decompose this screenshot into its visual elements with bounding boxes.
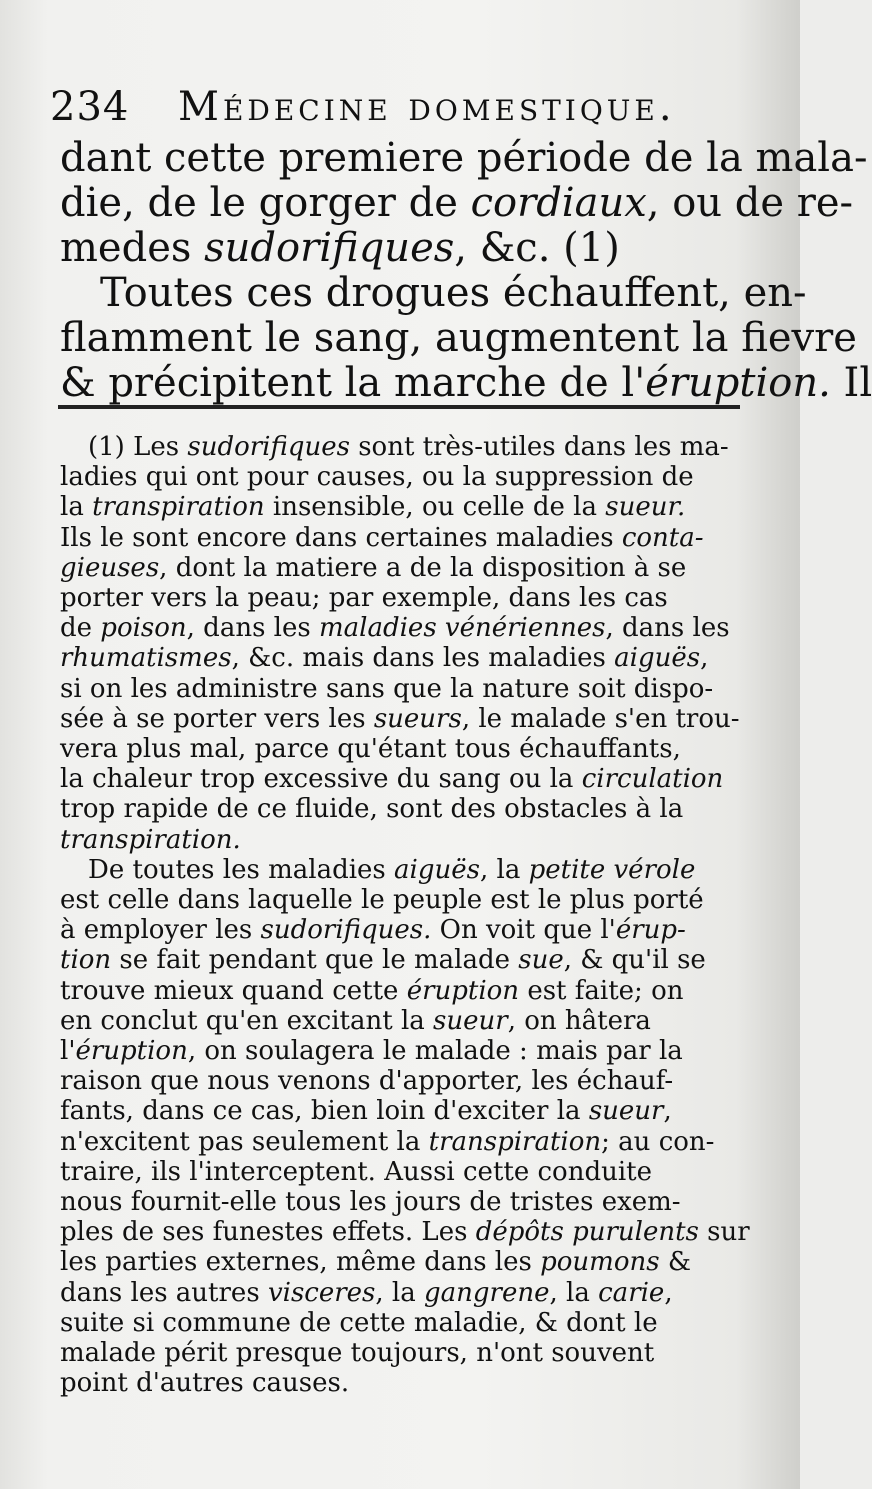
text-line — [60, 643, 736, 673]
text-run: , — [700, 643, 709, 674]
text-run: ; au con- — [601, 1126, 715, 1157]
text-run: Toutes ces drogues échauffent, en- — [100, 270, 807, 316]
italic-text-run: maladies vénériennes — [319, 613, 606, 644]
text-run: est faite; on — [519, 975, 684, 1006]
text-run: , dont la matiere a de la disposition à se — [159, 552, 687, 583]
text-line — [60, 583, 736, 613]
text-line — [60, 794, 736, 824]
text-line — [60, 703, 740, 734]
page-number: 234 — [50, 84, 130, 130]
text-run: de — [60, 613, 101, 644]
text-line — [60, 855, 736, 885]
text-run: De toutes les maladies — [88, 854, 395, 885]
text-line — [60, 1217, 750, 1248]
text-run: l' — [60, 1036, 76, 1067]
italic-text-run: éruption — [406, 975, 520, 1006]
italic-text-run: conta- — [621, 522, 704, 553]
text-run: dant cette premiere période de la mala- — [60, 135, 868, 181]
text-run: ladies qui ont pour causes, ou la suppression de — [60, 462, 694, 493]
text-run: la chaleur trop excessive du sang ou la — [60, 764, 582, 795]
main-text — [60, 135, 872, 406]
text-run: , & qu'il se — [563, 945, 706, 976]
text-line — [60, 1006, 736, 1036]
italic-text-run: sudorifiques — [187, 432, 350, 462]
text-run: , la — [479, 854, 529, 885]
text-line — [60, 1066, 736, 1096]
text-run: die, de le gorger de — [60, 180, 471, 226]
italic-text-run: sudorifiques. — [260, 915, 432, 946]
italic-text-run: transpiration — [428, 1126, 602, 1157]
text-line — [60, 270, 807, 316]
text-line — [60, 1338, 736, 1368]
italic-text-run: cordiaux — [470, 180, 647, 226]
text-run: On voit que l' — [431, 915, 616, 946]
italic-text-run: carie — [598, 1277, 665, 1308]
text-run: fants, dans ce cas, bien loin d'exciter la — [60, 1096, 589, 1127]
italic-text-run: petite vérole — [528, 854, 696, 885]
text-run: , ou de re- — [646, 180, 854, 226]
text-line — [60, 1278, 736, 1308]
italic-text-run: gieuses — [60, 552, 160, 583]
italic-text-run: rhumatismes — [60, 643, 232, 674]
italic-text-run: aiguës — [614, 643, 701, 674]
text-run: insensible, ou celle de la — [264, 492, 606, 523]
text-line — [60, 1127, 736, 1157]
text-run: , — [664, 1277, 673, 1308]
italic-text-run: éruption. — [645, 360, 831, 406]
text-line — [60, 825, 736, 855]
text-run: se fait pendant que le malade — [111, 945, 519, 976]
text-line — [60, 432, 736, 462]
text-line — [60, 523, 736, 553]
italic-text-run: éruption — [75, 1036, 188, 1067]
italic-text-run: sue — [518, 945, 564, 976]
text-run: nous fournit-elle tous les jours de tristes exem- — [60, 1187, 681, 1218]
text-run: , on soulagera le malade : mais par la — [187, 1036, 683, 1067]
text-run: à employer les — [60, 915, 261, 946]
text-line — [60, 1187, 736, 1217]
italic-text-run: dépôts purulents — [475, 1217, 699, 1248]
text-run: medes — [60, 225, 205, 271]
text-run: , la — [549, 1277, 599, 1308]
italic-text-run: sudorifiques — [204, 225, 455, 271]
text-line — [60, 553, 736, 583]
italic-text-run: sueur — [588, 1096, 664, 1127]
text-run: , &c. (1) — [454, 225, 620, 271]
text-run: malade périt presque toujours, n'ont souvent — [60, 1338, 655, 1369]
italic-text-run: sueur — [433, 1005, 508, 1036]
text-run: Ils le sont encore dans certaines maladies — [60, 522, 622, 553]
text-line — [60, 462, 736, 492]
text-line — [60, 1368, 736, 1398]
text-run: flamment le sang, augmentent la fievre — [60, 315, 857, 361]
footnote — [60, 432, 750, 1399]
text-line — [60, 135, 868, 181]
text-run: n'excitent pas seulement la — [60, 1126, 429, 1157]
text-line — [60, 492, 736, 522]
text-line — [60, 1157, 736, 1187]
text-line — [60, 180, 854, 226]
italic-text-run: gangrene — [424, 1277, 550, 1308]
text-run: raison que nous venons d'apporter, les échauf- — [60, 1066, 674, 1097]
italic-text-run: visceres — [267, 1277, 376, 1308]
text-run: & — [659, 1247, 691, 1278]
italic-text-run: transpiration — [92, 492, 265, 523]
text-line — [60, 764, 736, 794]
italic-text-run: sueurs — [373, 703, 462, 734]
text-line — [60, 976, 736, 1006]
text-run: dans les autres — [60, 1277, 268, 1308]
text-run: point d'autres causes. — [60, 1368, 350, 1399]
text-run: , la — [375, 1277, 425, 1308]
italic-text-run: érup- — [615, 915, 686, 946]
text-line — [60, 360, 872, 406]
text-run: la — [60, 492, 93, 523]
text-run: , &c. mais dans les maladies — [231, 643, 615, 674]
text-run: ples de ses funestes effets. Les — [60, 1217, 476, 1248]
text-line — [60, 1247, 736, 1277]
page-header — [50, 84, 750, 136]
text-run: , dans les — [605, 613, 730, 644]
text-line — [60, 1036, 736, 1066]
text-line — [60, 1308, 736, 1338]
italic-text-run: circulation — [581, 764, 724, 795]
text-run: les parties externes, même dans les — [60, 1247, 541, 1278]
text-line — [60, 674, 736, 704]
text-run: trop rapide de ce fluide, sont des obstacles à la — [60, 794, 684, 825]
text-run: (1) Les — [88, 432, 188, 462]
running-title: Médecine domestique. — [178, 84, 676, 130]
text-line — [60, 915, 736, 945]
italic-text-run: poumons — [540, 1247, 660, 1278]
text-line — [60, 885, 736, 915]
text-run: suite si commune de cette maladie, & dont le — [60, 1307, 658, 1338]
italic-text-run: sueur. — [605, 492, 686, 523]
text-line — [60, 734, 736, 764]
text-run: sur — [698, 1217, 750, 1248]
text-run: porter vers la peau; par exemple, dans les cas — [60, 583, 668, 614]
text-run: trouve mieux quand cette — [60, 975, 407, 1006]
italic-text-run: transpiration. — [60, 824, 241, 855]
text-run: sont très-utiles dans les ma- — [349, 432, 729, 462]
text-run: vera plus mal, parce qu'étant tous échauffants, — [60, 734, 681, 765]
footnote-rule — [58, 405, 740, 409]
text-line — [60, 613, 736, 643]
text-run: si on les administre sans que la nature soit dispo- — [60, 673, 714, 704]
text-run: , — [663, 1096, 672, 1127]
text-run: & précipitent la marche de l' — [60, 360, 646, 406]
text-run: , on hâtera — [507, 1005, 651, 1036]
text-line — [60, 945, 736, 975]
text-run: est celle dans laquelle le peuple est le plus porté — [60, 885, 704, 916]
text-run: Il — [830, 360, 872, 406]
text-line — [60, 1096, 736, 1126]
text-run: sée à se porter vers les — [60, 703, 374, 734]
text-run: en conclut qu'en excitant la — [60, 1005, 434, 1036]
text-run: , dans les — [186, 613, 319, 644]
text-line — [60, 226, 736, 271]
italic-text-run: poison — [100, 613, 187, 644]
italic-text-run: tion — [60, 945, 112, 976]
text-run: , le malade s'en trou- — [461, 703, 740, 734]
text-run: traire, ils l'interceptent. Aussi cette conduite — [60, 1156, 652, 1187]
italic-text-run: aiguës — [394, 854, 480, 885]
text-line — [60, 315, 857, 361]
